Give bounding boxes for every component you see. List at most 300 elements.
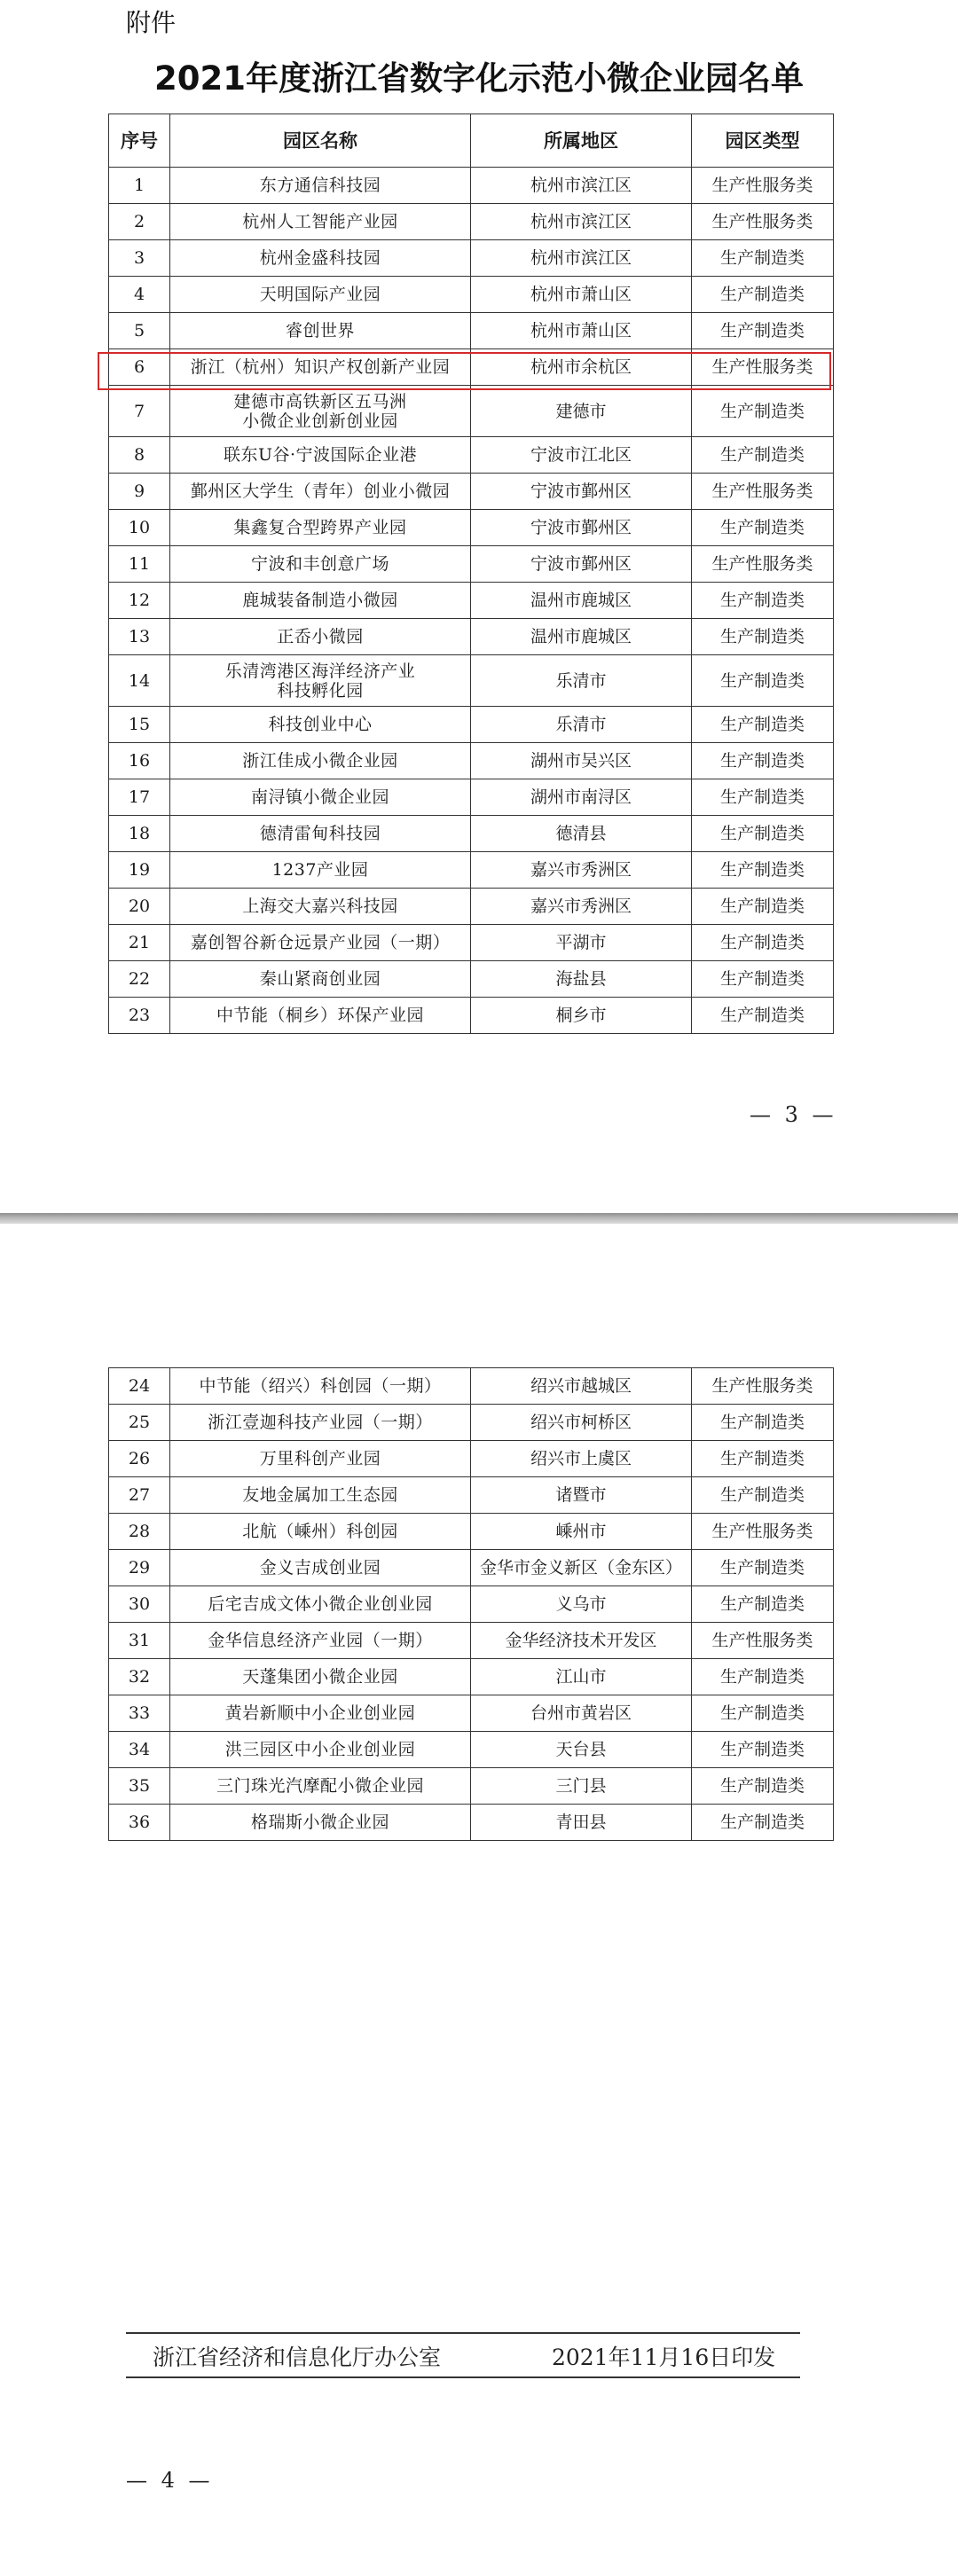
row-park-type-text: 生产制造类 [719, 787, 805, 807]
row-park-name [170, 1659, 471, 1695]
row-region [471, 1695, 692, 1732]
row-index [109, 852, 170, 889]
row-park-type-text: 生产制造类 [719, 627, 805, 646]
row-park-name-text: 上海交大嘉兴科技园 [242, 897, 398, 916]
row-region-text: 金华市金义新区（金东区） [479, 1558, 682, 1578]
row-park-type-text: 生产制造类 [719, 248, 805, 268]
row-park-type [692, 998, 834, 1034]
row-park-type [692, 546, 834, 583]
row-region-text: 乐清市 [555, 715, 607, 734]
row-index-text: 10 [128, 518, 151, 537]
row-park-name-text: 1237产业园 [271, 860, 369, 880]
row-index-text: 5 [133, 321, 145, 341]
row-park-name-text: 友地金属加工生态园 [242, 1485, 398, 1505]
table-row [109, 510, 834, 546]
row-park-type [692, 707, 834, 743]
row-park-type-text: 生产制造类 [719, 751, 805, 771]
row-park-name-text: 金华信息经济产业园（一期） [208, 1631, 433, 1650]
table-row [109, 1405, 834, 1441]
row-park-type-text: 生产制造类 [719, 1703, 805, 1723]
row-region [471, 1441, 692, 1477]
row-park-name [170, 1586, 471, 1623]
row-region [471, 1550, 692, 1586]
table-row [109, 961, 834, 998]
row-park-name [170, 925, 471, 961]
page-number: — 3 — [750, 1102, 837, 1127]
highlighted-row-marker [98, 352, 831, 390]
table-row [109, 437, 834, 474]
row-park-name [170, 510, 471, 546]
row-index [109, 1732, 170, 1768]
row-park-name-text: 金义吉成创业园 [259, 1558, 381, 1578]
row-park-name-text: 东方通信科技园 [259, 176, 381, 195]
row-index-text: 23 [128, 1006, 151, 1025]
row-region [471, 474, 692, 510]
footer-rule-bottom [126, 2376, 800, 2378]
row-park-name-text: 中节能（桐乡）环保产业园 [216, 1006, 424, 1025]
row-park-name [170, 386, 471, 437]
row-region-text: 宁波市江北区 [530, 445, 632, 465]
row-park-name [170, 779, 471, 816]
row-park-type-text: 生产性服务类 [711, 176, 813, 195]
row-park-type [692, 1768, 834, 1805]
row-region [471, 998, 692, 1034]
row-index [109, 889, 170, 925]
row-index [109, 1586, 170, 1623]
row-index-text: 8 [133, 445, 145, 465]
row-park-name-text: 乐清湾港区海洋经济产业 科技孵化园 [224, 661, 416, 701]
table-header-row [109, 114, 834, 168]
row-park-name-text: 杭州人工智能产业园 [242, 212, 398, 231]
row-index [109, 816, 170, 852]
row-park-type-text: 生产性服务类 [711, 1631, 813, 1650]
row-park-name-text: 格瑞斯小微企业园 [250, 1813, 389, 1832]
table-row [109, 1659, 834, 1695]
row-region [471, 386, 692, 437]
row-region [471, 1514, 692, 1550]
row-region-text: 湖州市南浔区 [530, 787, 632, 807]
row-park-name [170, 707, 471, 743]
row-park-name-text: 科技创业中心 [268, 715, 373, 734]
park-list-table-continued [108, 1367, 834, 1841]
row-index-text: 18 [128, 824, 151, 843]
row-park-name-text: 后宅吉成文体小微企业创业园 [208, 1594, 433, 1614]
row-park-type-text: 生产制造类 [719, 1485, 805, 1505]
row-index [109, 510, 170, 546]
row-index-text: 19 [128, 860, 151, 880]
table-row [109, 998, 834, 1034]
row-index-text: 14 [128, 670, 151, 691]
row-region-text: 温州市鹿城区 [530, 627, 632, 646]
row-park-type-text: 生产制造类 [719, 445, 805, 465]
row-park-name-text: 三门珠光汽摩配小微企业园 [216, 1776, 424, 1796]
row-index [109, 925, 170, 961]
row-park-type-text: 生产制造类 [719, 933, 805, 952]
row-park-name-text: 天明国际产业园 [259, 285, 381, 304]
row-index [109, 277, 170, 313]
row-park-type-text: 生产制造类 [719, 1594, 805, 1614]
row-region [471, 1768, 692, 1805]
row-park-type-text: 生产制造类 [719, 715, 805, 734]
header-index: 序号 [109, 114, 170, 168]
row-region-text: 杭州市余杭区 [530, 357, 632, 377]
row-park-name [170, 240, 471, 277]
row-park-name-text: 北航（嵊州）科创园 [242, 1522, 398, 1541]
header-park-name: 园区名称 [170, 114, 471, 168]
row-region-text: 绍兴市柯桥区 [530, 1413, 632, 1432]
page-number: — 4 — [126, 2468, 214, 2493]
row-park-name [170, 546, 471, 583]
table-row [109, 619, 834, 655]
row-index-text: 31 [128, 1631, 151, 1650]
page-separator [0, 1213, 958, 1224]
row-park-name [170, 998, 471, 1034]
row-region-text: 杭州市滨江区 [530, 248, 632, 268]
row-region-text: 青田县 [555, 1813, 607, 1832]
row-index-text: 13 [128, 627, 151, 646]
row-region [471, 779, 692, 816]
row-park-type [692, 510, 834, 546]
row-region-text: 温州市鹿城区 [530, 591, 632, 610]
table-row [109, 889, 834, 925]
row-region-text: 天台县 [555, 1740, 607, 1759]
row-park-name [170, 204, 471, 240]
row-index [109, 386, 170, 437]
row-index [109, 707, 170, 743]
row-index [109, 779, 170, 816]
table-row [109, 1368, 834, 1405]
row-park-type-text: 生产性服务类 [711, 1522, 813, 1541]
row-region [471, 168, 692, 204]
row-region [471, 852, 692, 889]
table-row [109, 816, 834, 852]
row-park-type-text: 生产制造类 [719, 824, 805, 843]
table-row [109, 583, 834, 619]
row-index [109, 1768, 170, 1805]
row-region-text: 海盐县 [555, 969, 607, 989]
row-region-text: 乐清市 [555, 670, 607, 691]
issuing-office: 浙江省经济和信息化厅办公室 [153, 2345, 442, 2370]
row-region [471, 204, 692, 240]
row-index [109, 1550, 170, 1586]
row-index [109, 1623, 170, 1659]
row-region-text: 绍兴市上虞区 [530, 1449, 632, 1468]
row-park-name-text: 南浔镇小微企业园 [250, 787, 389, 807]
row-index [109, 546, 170, 583]
row-index [109, 1405, 170, 1441]
row-park-name [170, 743, 471, 779]
row-park-type [692, 386, 834, 437]
row-park-type-text: 生产制造类 [719, 969, 805, 989]
row-region-text: 台州市黄岩区 [530, 1703, 632, 1723]
row-park-name-text: 嘉创智谷新仓远景产业园（一期） [190, 933, 451, 952]
row-park-type [692, 1805, 834, 1841]
table-row [109, 1514, 834, 1550]
row-index [109, 1477, 170, 1514]
row-park-name [170, 1368, 471, 1405]
row-park-type [692, 437, 834, 474]
table-row [109, 1732, 834, 1768]
row-park-name [170, 1805, 471, 1841]
row-region [471, 889, 692, 925]
row-index-text: 26 [128, 1449, 151, 1468]
row-region-text: 杭州市滨江区 [530, 176, 632, 195]
row-index-text: 15 [128, 715, 151, 734]
row-park-name-text: 中节能（绍兴）科创园（一期） [199, 1376, 442, 1396]
row-region [471, 743, 692, 779]
row-park-type-text: 生产制造类 [719, 860, 805, 880]
row-index-text: 6 [133, 357, 145, 377]
row-park-name [170, 1514, 471, 1550]
row-park-name-text: 浙江（杭州）知识产权创新产业园 [190, 357, 451, 377]
row-park-type [692, 1514, 834, 1550]
row-park-type [692, 1441, 834, 1477]
row-park-name-text: 建德市高铁新区五马洲 小微企业创新创业园 [233, 391, 407, 431]
row-park-type [692, 1586, 834, 1623]
row-region [471, 437, 692, 474]
row-park-type [692, 1623, 834, 1659]
table-row [109, 655, 834, 707]
row-region [471, 1623, 692, 1659]
row-region-text: 平湖市 [555, 933, 607, 952]
row-index [109, 655, 170, 707]
row-park-type [692, 1550, 834, 1586]
row-index [109, 204, 170, 240]
table-row [109, 1695, 834, 1732]
row-index-text: 36 [128, 1813, 151, 1832]
row-park-type [692, 619, 834, 655]
table-row [109, 1586, 834, 1623]
row-region-text: 宁波市鄞州区 [530, 554, 632, 574]
row-index [109, 313, 170, 349]
row-park-name [170, 313, 471, 349]
row-park-name [170, 1441, 471, 1477]
row-park-type [692, 889, 834, 925]
row-park-name-text: 洪三园区中小企业创业园 [224, 1740, 416, 1759]
row-park-type-text: 生产制造类 [719, 1740, 805, 1759]
row-index-text: 30 [128, 1594, 151, 1614]
row-index-text: 22 [128, 969, 151, 989]
row-index [109, 1695, 170, 1732]
row-park-type-text: 生产制造类 [719, 1558, 805, 1578]
row-index-text: 34 [128, 1740, 151, 1759]
row-park-name [170, 1768, 471, 1805]
row-index-text: 24 [128, 1376, 151, 1396]
table-row [109, 925, 834, 961]
row-park-type-text: 生产制造类 [719, 1449, 805, 1468]
row-index [109, 168, 170, 204]
row-park-type [692, 779, 834, 816]
footer-rule-top [126, 2332, 800, 2334]
table-row [109, 1768, 834, 1805]
row-index-text: 4 [133, 285, 145, 304]
row-index-text: 3 [133, 248, 145, 268]
row-park-name-text: 浙江佳成小微企业园 [242, 751, 398, 771]
row-index-text: 28 [128, 1522, 151, 1541]
row-park-type-text: 生产性服务类 [711, 482, 813, 501]
row-region [471, 1805, 692, 1841]
row-park-type [692, 204, 834, 240]
document-page-1 [0, 0, 958, 1213]
row-index [109, 998, 170, 1034]
row-park-type [692, 743, 834, 779]
row-region-text: 宁波市鄞州区 [530, 482, 632, 501]
row-region [471, 1477, 692, 1514]
row-park-name-text: 杭州金盛科技园 [259, 248, 381, 268]
row-park-name-text: 联东U谷·宁波国际企业港 [223, 445, 418, 465]
row-region [471, 546, 692, 583]
table-row [109, 852, 834, 889]
row-park-name-text: 秦山紧商创业园 [259, 969, 381, 989]
row-park-name [170, 1732, 471, 1768]
issue-date: 2021年11月16日印发 [552, 2345, 776, 2370]
row-region [471, 583, 692, 619]
row-region-text: 湖州市吴兴区 [530, 751, 632, 771]
row-index-text: 16 [128, 751, 151, 771]
row-index [109, 583, 170, 619]
header-park-type: 园区类型 [692, 114, 834, 168]
row-region [471, 510, 692, 546]
row-park-type [692, 925, 834, 961]
row-park-type-text: 生产制造类 [719, 518, 805, 537]
row-index [109, 1368, 170, 1405]
row-park-type-text: 生产制造类 [719, 285, 805, 304]
row-region [471, 655, 692, 707]
row-index-text: 21 [128, 933, 151, 952]
row-park-name [170, 1623, 471, 1659]
row-park-type-text: 生产制造类 [719, 1813, 805, 1832]
row-park-name-text: 睿创世界 [285, 321, 355, 341]
table-row [109, 743, 834, 779]
row-park-name-text: 浙江壹迦科技产业园（一期） [208, 1413, 433, 1432]
row-park-name [170, 852, 471, 889]
row-park-name [170, 583, 471, 619]
row-park-name [170, 168, 471, 204]
row-index-text: 35 [128, 1776, 151, 1796]
table-row [109, 1477, 834, 1514]
row-park-type [692, 277, 834, 313]
row-index-text: 7 [133, 401, 145, 421]
row-region-text: 义乌市 [555, 1594, 607, 1614]
row-park-name [170, 889, 471, 925]
row-park-type-text: 生产制造类 [719, 1006, 805, 1025]
row-index-text: 20 [128, 897, 151, 916]
row-park-type [692, 240, 834, 277]
row-park-type [692, 168, 834, 204]
row-park-type-text: 生产制造类 [719, 670, 805, 691]
row-index-text: 2 [133, 212, 145, 231]
row-park-name-text: 宁波和丰创意广场 [250, 554, 389, 574]
table-row [109, 779, 834, 816]
table-row [109, 1441, 834, 1477]
row-index [109, 437, 170, 474]
table-row [109, 474, 834, 510]
row-park-name-text: 正岙小微园 [277, 627, 364, 646]
header-region: 所属地区 [471, 114, 692, 168]
row-index [109, 619, 170, 655]
row-index-text: 1 [133, 176, 145, 195]
row-park-type-text: 生产性服务类 [711, 212, 813, 231]
row-region-text: 嘉兴市秀洲区 [530, 897, 632, 916]
row-park-type-text: 生产制造类 [719, 897, 805, 916]
row-index-text: 33 [128, 1703, 151, 1723]
row-park-type [692, 1695, 834, 1732]
row-park-type-text: 生产性服务类 [711, 554, 813, 574]
row-park-type [692, 1732, 834, 1768]
row-park-name [170, 961, 471, 998]
row-index [109, 1805, 170, 1841]
row-park-name-text: 黄岩新顺中小企业创业园 [224, 1703, 416, 1723]
row-park-type-text: 生产制造类 [719, 401, 805, 421]
row-park-name [170, 655, 471, 707]
row-park-type-text: 生产制造类 [719, 1667, 805, 1687]
row-region-text: 金华经济技术开发区 [505, 1631, 657, 1650]
row-park-type [692, 961, 834, 998]
table-row [109, 313, 834, 349]
row-region [471, 1659, 692, 1695]
row-region-text: 嵊州市 [555, 1522, 607, 1541]
row-index [109, 1659, 170, 1695]
row-index-text: 11 [128, 554, 151, 574]
row-park-name [170, 474, 471, 510]
row-index-text: 25 [128, 1413, 151, 1432]
row-index [109, 961, 170, 998]
row-region-text: 江山市 [555, 1667, 607, 1687]
row-index-text: 32 [128, 1667, 151, 1687]
row-region-text: 诸暨市 [555, 1485, 607, 1505]
table-row [109, 707, 834, 743]
row-index [109, 240, 170, 277]
row-park-type-text: 生产性服务类 [711, 357, 813, 377]
row-region-text: 杭州市萧山区 [530, 321, 632, 341]
table-row [109, 386, 834, 437]
row-region-text: 绍兴市越城区 [530, 1376, 632, 1396]
row-park-name [170, 816, 471, 852]
row-park-type [692, 852, 834, 889]
row-park-name-text: 鹿城装备制造小微园 [242, 591, 398, 610]
row-region-text: 宁波市鄞州区 [530, 518, 632, 537]
row-region [471, 816, 692, 852]
row-region-text: 嘉兴市秀洲区 [530, 860, 632, 880]
row-region [471, 925, 692, 961]
row-park-type [692, 313, 834, 349]
row-index-text: 9 [133, 482, 145, 501]
row-park-type [692, 655, 834, 707]
row-park-type-text: 生产制造类 [719, 321, 805, 341]
row-region-text: 桐乡市 [555, 1006, 607, 1025]
row-index [109, 1514, 170, 1550]
table-row [109, 1805, 834, 1841]
row-park-name-text: 德清雷甸科技园 [259, 824, 381, 843]
row-park-name-text: 鄞州区大学生（青年）创业小微园 [190, 482, 451, 501]
row-park-name [170, 1695, 471, 1732]
row-region [471, 1368, 692, 1405]
row-park-name [170, 1477, 471, 1514]
park-list-table [108, 114, 834, 1034]
row-park-name-text: 天蓬集团小微企业园 [242, 1667, 398, 1687]
row-region [471, 1405, 692, 1441]
row-park-type-text: 生产制造类 [719, 591, 805, 610]
row-park-type [692, 1368, 834, 1405]
row-park-type [692, 1405, 834, 1441]
row-park-name-text: 万里科创产业园 [259, 1449, 381, 1468]
row-region [471, 1732, 692, 1768]
table-row [109, 1550, 834, 1586]
row-region-text: 建德市 [555, 401, 607, 421]
row-region [471, 619, 692, 655]
row-region [471, 1586, 692, 1623]
row-park-name [170, 1405, 471, 1441]
